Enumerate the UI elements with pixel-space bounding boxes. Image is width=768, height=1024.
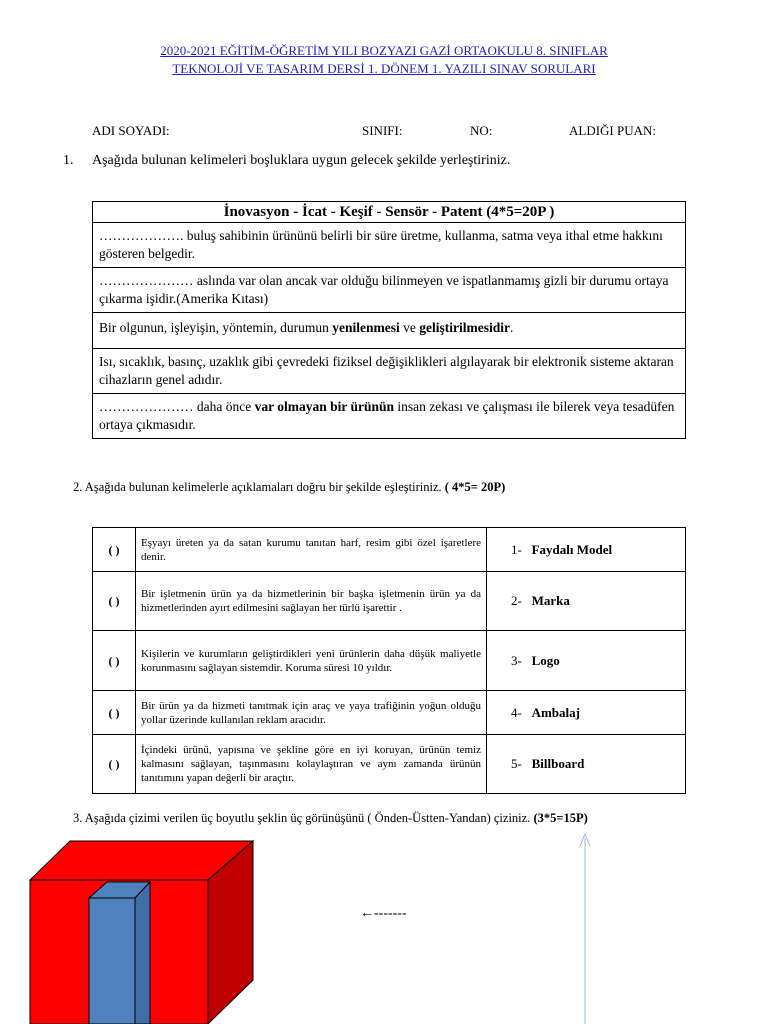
q2-description: Eşyayı üreten ya da satan kurumu tanıtan harf, resim gibi özel işaretlere denir. xyxy=(136,528,487,572)
q1-row3-text-a: Bir olgunun, işleyişin, yöntemin, durumun xyxy=(99,320,333,335)
side-view-arrow-icon: ←------- xyxy=(360,906,407,921)
q1-row5-text-a: ………………… daha önce xyxy=(99,399,255,414)
q3-text: 3. Aşağıda çizimi verilen üç boyutlu şeklin üç görünüşünü ( Önden-Üstten-Yandan) çiziniz. xyxy=(73,811,534,825)
answer-blank: ( ) xyxy=(93,631,136,691)
q1-row3-text-b: ve xyxy=(399,320,420,335)
q1-row2-text: ………………… aslında var olan ancak var olduğu bilinmeyen ve ispatlanmamış gizli bir durumu ortaya çıkarma işidir.(Amerika Kıtası) xyxy=(99,273,669,306)
q2-description: Bir işletmenin ürün ya da hizmetlerinin bir başka işletmenin ürün ya da hizmetlerinden ayırt edilmesini sağlayan her türlü işarettir . xyxy=(136,572,487,631)
q2-row xyxy=(93,528,686,572)
q2-option-label: Faydalı Model xyxy=(531,541,613,557)
q1-number: 1. xyxy=(63,153,74,168)
q2-row xyxy=(93,691,686,735)
exam-title-line2: TEKNOLOJİ VE TASARIM DERSİ 1. DÖNEM 1. YAZILI SINAV SORULARI xyxy=(172,61,596,76)
q2-option-number: 2- xyxy=(511,593,522,608)
score-label: ALDIĞI PUAN: xyxy=(569,123,657,138)
q2-option-label: Marka xyxy=(531,593,570,608)
q2-row xyxy=(93,572,686,631)
q2-description: Bir ürün ya da hizmeti tanıtmak için araç ve yaya trafiğinin yoğun olduğu yollar üzerinde kullanılan reklam aracıdır. xyxy=(136,691,487,735)
q1-row-sensor xyxy=(93,349,686,394)
q1-row-inovasyon xyxy=(93,313,686,349)
q2-description: İçindeki ürünü, yapısına ve şekline göre en iyi koruyan, ürünün temiz kalmasını sağlayan, taşınmasını kolaylaştıran ve aynı zamanda ürünün tanıtımını yapan değerli bir araçtır. xyxy=(136,735,487,794)
q1-row-kesif xyxy=(93,268,686,313)
q2-option-number: 5- xyxy=(511,756,522,771)
answer-blank: ( ) xyxy=(93,691,136,735)
q2-option-label: Logo xyxy=(531,652,560,668)
answer-blank: ( ) xyxy=(93,572,136,631)
q3-points: (3*5=15P) xyxy=(533,811,588,825)
q1-row-icat xyxy=(93,394,686,439)
q1-row4-text: Isı, sıcaklık, basınç, uzaklık gibi çevredeki fiziksel değişiklikleri algılayarak bir elektronik sisteme aktaran cihazların genel adıdır. xyxy=(99,354,674,387)
exam-title-line1: 2020-2021 EĞİTİM-ÖĞRETİM YILI BOZYAZI GAZİ ORTAOKULU 8. SINIFLAR xyxy=(160,43,608,58)
q1-row1-text: ………………. buluş sahibinin ürününü belirli bir süre üretme, kullanma, satma veya ithal etme hakkını gösteren belgedir. xyxy=(99,228,663,261)
answer-blank: ( ) xyxy=(93,735,136,794)
q1-row-patent xyxy=(93,223,686,268)
q1-table xyxy=(92,201,686,439)
blue-pillar-side-face xyxy=(135,882,150,1024)
q2-option xyxy=(487,691,686,735)
q2-option xyxy=(487,735,686,794)
q1-row3-text-c: . xyxy=(509,320,514,335)
q1-word-list: İnovasyon - İcat - Keşif - Sensör - Patent (4*5=20P ) xyxy=(93,202,686,223)
q2-option xyxy=(487,631,686,691)
q1-row5-text-b: insan zekası ve çalışması ile bilerek veya tesadüfen ortaya çıkmasıdır. xyxy=(99,399,675,432)
q2-points: ( 4*5= 20P) xyxy=(444,480,506,494)
q1-row5-bold: var olmayan bir ürünün xyxy=(254,399,395,414)
q2-row xyxy=(93,735,686,794)
q2-option xyxy=(487,528,686,572)
q2-option-label: Ambalaj xyxy=(531,704,580,720)
q3-heading xyxy=(73,811,588,826)
q2-option-number: 3- xyxy=(511,652,522,668)
name-label: ADI SOYADI: xyxy=(92,123,170,138)
q2-option-number: 1- xyxy=(511,541,522,557)
class-label: SINIFI: xyxy=(362,123,403,138)
q1-row3-bold-a: yenilenmesi xyxy=(332,320,400,335)
q2-text: 2. Aşağıda bulunan kelimelerle açıklamaları doğru bir şekilde eşleştiriniz. xyxy=(73,480,445,494)
q2-row xyxy=(93,631,686,691)
3d-shape-drawing xyxy=(0,830,768,1024)
q2-option-label: Billboard xyxy=(531,756,585,771)
q2-heading xyxy=(73,480,505,495)
number-label: NO: xyxy=(470,123,493,138)
q2-option-number: 4- xyxy=(511,704,522,720)
blue-pillar-front-face xyxy=(89,898,135,1024)
q2-description: Kişilerin ve kurumların geliştirdikleri yeni ürünlerin daha düşük maliyetle korunmasını sağlayan sistemdir. Koruma süresi 10 yıldır. xyxy=(136,631,487,691)
q2-table xyxy=(92,527,686,794)
answer-blank: ( ) xyxy=(93,528,136,572)
q2-option xyxy=(487,572,686,631)
q1-row3-bold-b: geliştirilmesidir xyxy=(419,320,510,335)
q1-text: Aşağıda bulunan kelimeleri boşluklara uygun gelecek şekilde yerleştiriniz. xyxy=(92,153,511,168)
